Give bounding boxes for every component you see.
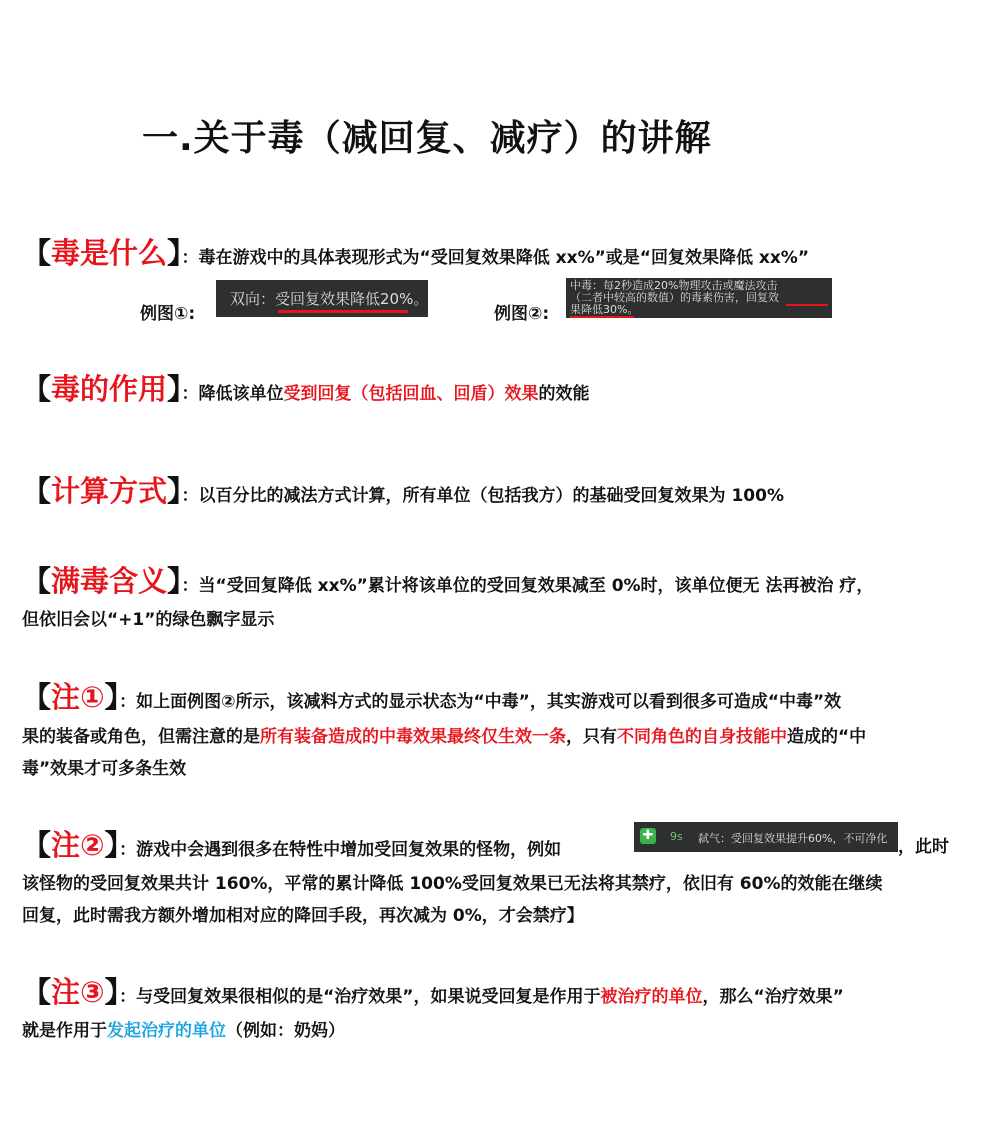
section-heading: 注① <box>51 680 105 714</box>
note1 <box>22 680 841 719</box>
section-what <box>22 236 809 275</box>
section-heading: 毒是什么 <box>51 236 168 270</box>
underline-mark <box>786 304 828 306</box>
highlight-text: 不同角色的自身技能中 <box>617 727 787 747</box>
highlight-text-blue: 发起治疗的单位 <box>107 1021 226 1041</box>
section-text: ：当“受回复降低 xx%”累计将该单位的受回复效果减至 0%时，该单位便无 法再被治 疗， <box>181 576 874 596</box>
note2-after-image: ，此时 <box>898 837 949 857</box>
section-heading: 满毒含义 <box>51 564 168 598</box>
section-text: ：游戏中会遇到很多在特性中增加受回复效果的怪物，例如 <box>119 840 562 860</box>
highlight-text: 被治疗的单位 <box>600 987 703 1007</box>
section-text: ：如上面例图②所示，该减料方式的显示状态为“中毒”，其实游戏可以看到很多可造成“中毒”效 <box>119 692 842 712</box>
section-effect <box>22 372 590 411</box>
example3-text: 弑气：受回复效果提升60%，不可净化 <box>698 832 888 845</box>
example2-label: 例图②: <box>494 304 550 324</box>
note2-line3: 回复，此时需我方额外增加相对应的降回手段，再次减为 0%，才会禁疗】 <box>22 906 584 926</box>
example2-line3: 果降低30%。 <box>570 303 639 316</box>
bracket-open: 【 <box>22 680 52 714</box>
section-text: 就是作用于 <box>22 1021 107 1041</box>
section-text: 造成的“中 <box>787 727 867 747</box>
section-text: （例如：奶妈） <box>226 1021 345 1041</box>
note2 <box>22 828 561 867</box>
bracket-close: 】 <box>167 564 182 598</box>
note3-line2 <box>22 1014 345 1048</box>
bracket-open: 【 <box>22 236 52 270</box>
note3 <box>22 975 844 1014</box>
bracket-close: 】 <box>167 372 182 406</box>
section-text: ：与受回复效果很相似的是“治疗效果”，如果说受回复是作用于 <box>119 987 601 1007</box>
section-text: ，那么“治疗效果” <box>702 987 844 1007</box>
underline-mark <box>278 310 408 313</box>
example2-line2: （二者中较高的数值）的毒素伤害，回复效 <box>570 291 779 304</box>
example1-image <box>216 280 428 317</box>
example1-text: 双向：受回复效果降低20%。 <box>230 290 429 308</box>
section-heading: 毒的作用 <box>51 372 168 406</box>
bracket-close: 】 <box>167 474 182 508</box>
highlight-text: 受到回复（包括回血、回盾）效果 <box>283 384 539 404</box>
green-cross-icon: ✚ <box>640 828 656 844</box>
section-text: ：降低该单位 <box>181 384 284 404</box>
bracket-open: 【 <box>22 372 52 406</box>
example1-label: 例图①: <box>140 304 196 324</box>
section-heading: 计算方式 <box>51 474 168 508</box>
section-heading: 注③ <box>51 975 105 1009</box>
section-heading: 注② <box>51 828 105 862</box>
note2-line2: 该怪物的受回复效果共计 160%，平常的累计降低 100%受回复效果已无法将其禁疗，依旧有 60%的效能在继续 <box>22 874 883 894</box>
bracket-open: 【 <box>22 474 52 508</box>
bracket-close: 】 <box>104 680 120 714</box>
section-text: ，只有 <box>566 727 617 747</box>
section-text: 果的装备或角色，但需注意的是 <box>22 727 260 747</box>
bracket-open: 【 <box>22 564 52 598</box>
section-calc <box>22 474 784 513</box>
section-full <box>22 564 873 603</box>
section-text: ：以百分比的减法方式计算，所有单位（包括我方）的基础受回复效果为 100% <box>181 486 784 506</box>
section-text: ：毒在游戏中的具体表现形式为“受回复效果降低 xx%”或是“回复效果降低 xx%” <box>181 248 810 268</box>
note1-line3: 毒”效果才可多条生效 <box>22 759 187 779</box>
example2-line1: 中毒：每2秒造成20%物理攻击或魔法攻击 <box>570 279 778 292</box>
bracket-close: 】 <box>167 236 182 270</box>
page-title: 一.关于毒（减回复、减疗）的讲解 <box>142 118 712 159</box>
note1-line2 <box>22 720 866 754</box>
example3-image <box>634 822 898 852</box>
underline-mark <box>570 316 634 318</box>
bracket-close: 】 <box>104 975 120 1009</box>
bracket-close: 】 <box>104 828 120 862</box>
bracket-open: 【 <box>22 975 52 1009</box>
section-text: 的效能 <box>538 384 590 404</box>
duration-text: 9s <box>670 830 683 843</box>
highlight-text: 所有装备造成的中毒效果最终仅生效一条 <box>260 727 566 747</box>
section-full-line2: 但依旧会以“+1”的绿色飘字显示 <box>22 610 275 630</box>
example2-image <box>566 278 832 318</box>
bracket-open: 【 <box>22 828 52 862</box>
